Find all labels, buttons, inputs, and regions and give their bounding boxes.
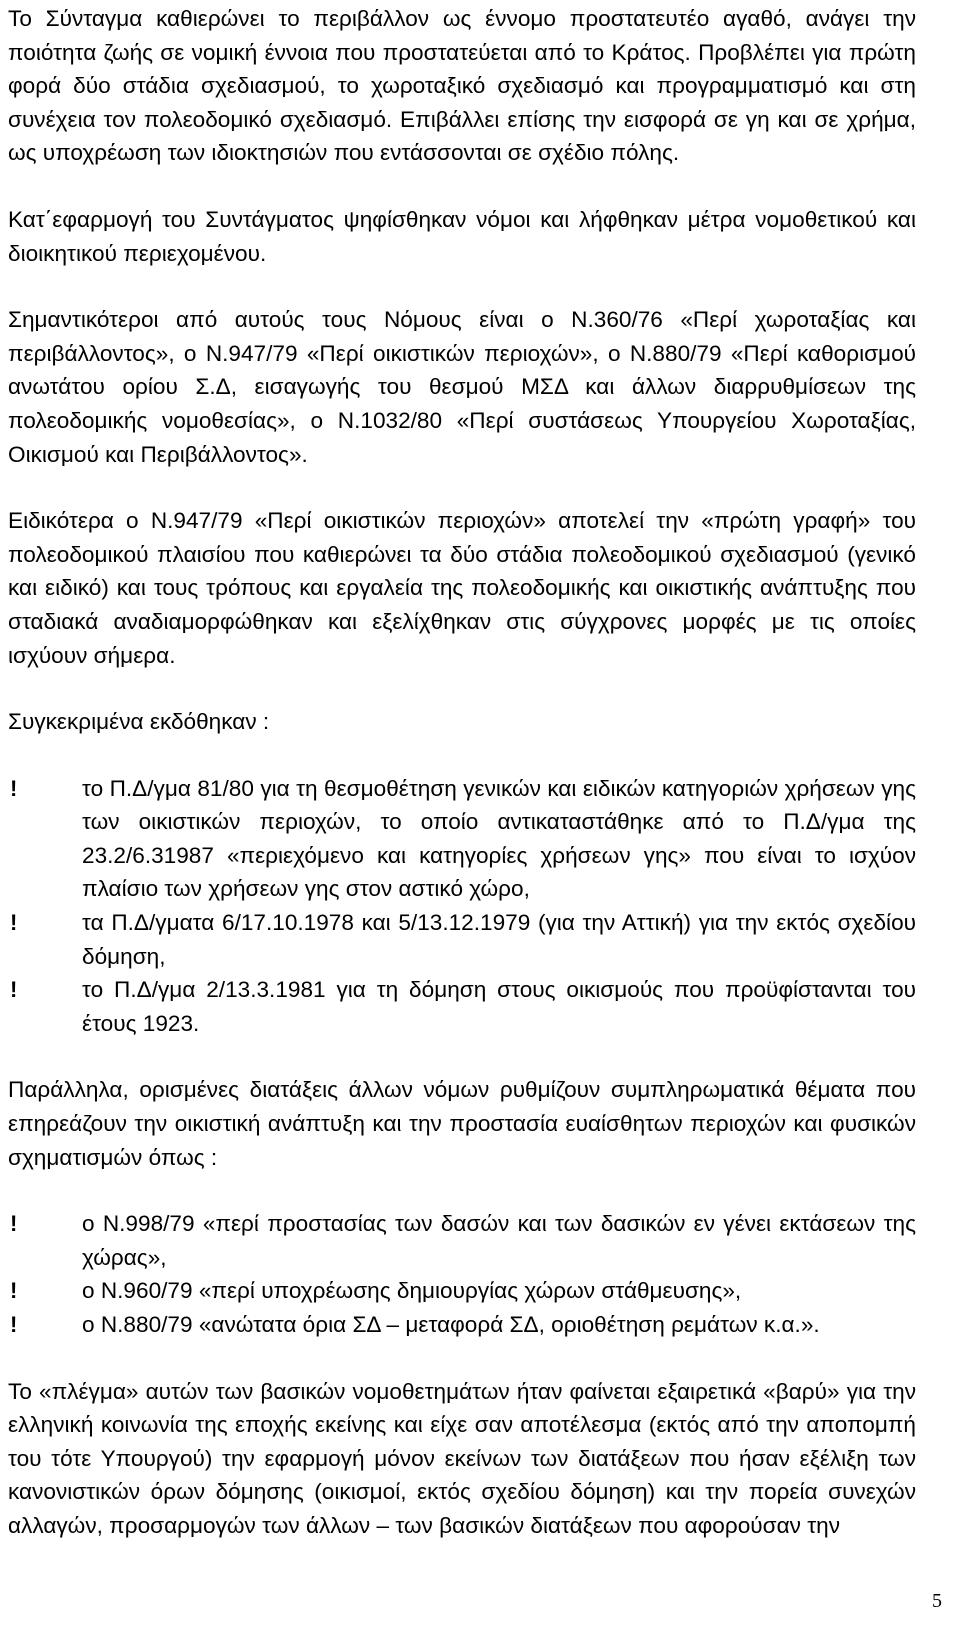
list-item-text: τα Π.Δ/γματα 6/17.10.1978 και 5/13.12.1979 (για την Αττική) για την εκτός σχεδίου δόμηση, xyxy=(82,910,916,969)
paragraph-constitution: Το Σύνταγμα καθιερώνει το περιβάλλον ως έννομο προστατευτέο αγαθό, ανάγει την ποιότητα ζωής σε νομική έννοια που προστατεύεται από το Κράτος. Προβλέπει για πρώτη φορά δύο στάδια σχεδιασμού, το χωροταξικό σχεδιασμό και προγραμματισμό και στη συνέχεια τον πολεοδομικό σχεδιασμό. Επιβάλλει επίσης την εισφορά σε γη και σε χρήμα, ως υποχρέωση των ιδιοκτησιών που εντάσσονται σε σχέδιο πόλης. xyxy=(8,6,916,166)
list-item xyxy=(8,906,916,973)
paragraph-laws-voted: Κατ΄εφαρμογή του Συντάγματος ψηφίσθηκαν νόμοι και λήφθηκαν μέτρα νομοθετικού και διοικητικού περιεχομένου. xyxy=(8,206,916,266)
exclamation-bullet-icon: ! xyxy=(10,775,18,801)
exclamation-bullet-icon: ! xyxy=(10,910,18,936)
list-item xyxy=(8,772,916,906)
list-item xyxy=(8,1308,916,1342)
exclamation-bullet-icon: ! xyxy=(10,1312,18,1337)
list-item-text: ο Ν.998/79 «περί προστασίας των δασών και των δασικών εν γένει εκτάσεων της χώρας», xyxy=(82,1211,916,1270)
exclamation-bullet-icon: ! xyxy=(10,1278,18,1304)
list-item xyxy=(8,973,916,1040)
document-body xyxy=(8,2,916,1543)
paragraph-parallel-provisions: Παράλληλα, ορισμένες διατάξεις άλλων νόμων ρυθμίζουν συμπληρωματικά θέματα που επηρεάζουν την οικιστική ανάπτυξη και την προστασία ευαίσθητων περιοχών και φυσικών σχηματισμών όπως : xyxy=(8,1077,916,1170)
exclamation-bullet-icon: ! xyxy=(10,1211,18,1237)
list-item xyxy=(8,1274,916,1308)
list-item-text: ο Ν.960/79 «περί υποχρέωσης δημιουργίας χώρων στάθμευσης», xyxy=(82,1278,742,1304)
list-item-text: το Π.Δ/γμα 2/13.3.1981 για τη δόμηση στους οικισμούς που προϋφίστανται του έτους 1923. xyxy=(82,977,916,1036)
page-number: 5 xyxy=(932,1590,942,1612)
paragraph-law-947-79: Ειδικότερα ο Ν.947/79 «Περί οικιστικών περιοχών» αποτελεί την «πρώτη γραφή» του πολεοδομικού πλαισίου που καθιερώνει τα δύο στάδια πολεοδομικού σχεδιασμού (γενικό και ειδικό) και τους τρόπους και εργαλεία της πολεοδομικής και οικιστικής ανάπτυξης που σταδιακά αναδιαμορφώθηκαν και εξελίχθηκαν στις σύγχρονες μορφές με τις οποίες ισχύουν σήμερα. xyxy=(8,508,916,668)
list-item-text: το Π.Δ/γμα 81/80 για τη θεσμοθέτηση γενικών και ειδικών κατηγοριών χρήσεων γης των οικιστικών περιοχών, το οποίο αντικαταστάθηκε από το Π.Δ/γμα της 23.2/6.31987 «περιεχόμενο και κατηγορίες χρήσεων γης» που είναι το ισχύον πλαίσιο των χρήσεων γης στον αστικό χώρο, xyxy=(82,775,916,902)
bullet-list-laws xyxy=(8,1207,916,1341)
list-item xyxy=(8,1207,916,1274)
bullet-list-decrees xyxy=(8,772,916,1041)
paragraph-issued-heading: Συγκεκριμένα εκδόθηκαν : xyxy=(8,709,270,735)
paragraph-legal-framework: Το «πλέγμα» αυτών των βασικών νομοθετημάτων ήταν φαίνεται εξαιρετικά «βαρύ» για την ελληνική κοινωνία της εποχής εκείνης και είχε σαν αποτέλεσμα (εκτός από την αποπομπή του τότε Υπουργού) την εφαρμογή μόνον εκείνων των διατάξεων που ήσαν εξέλιξη των κανονιστικών όρων δόμησης (οικισμοί, εκτός σχεδίου δόμηση) και την πορεία συνεχών αλλαγών, προσαρμογών των άλλων – των βασικών διατάξεων που αφορούσαν την xyxy=(8,1378,916,1538)
list-item-text: ο Ν.880/79 «ανώτατα όρια ΣΔ – μεταφορά ΣΔ, οριοθέτηση ρεμάτων κ.α.». xyxy=(82,1312,820,1337)
exclamation-bullet-icon: ! xyxy=(10,977,18,1003)
paragraph-important-laws: Σημαντικότεροι από αυτούς τους Νόμους είναι ο Ν.360/76 «Περί χωροταξίας και περιβάλλοντος», ο Ν.947/79 «Περί οικιστικών περιοχών», ο Ν.880/79 «Περί καθορισμού ανωτάτου ορίου Σ.Δ, εισαγωγής του θεσμού ΜΣΔ και άλλων διαρρυθμίσεων της πολεοδομικής νομοθεσίας», ο Ν.1032/80 «Περί συστάσεως Υπουργείου Χωροταξίας, Οικισμού και Περιβάλλοντος». xyxy=(8,307,916,467)
